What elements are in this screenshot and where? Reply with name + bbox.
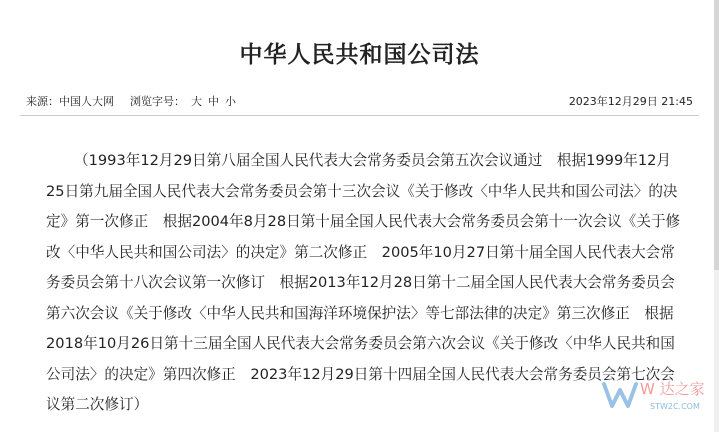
article-meta-bar xyxy=(26,93,693,109)
publish-datetime: 2023年12月29日 21:45 xyxy=(568,95,693,108)
watermark-url: STW2C.COM xyxy=(650,402,700,411)
source-label: 来源： xyxy=(26,95,59,108)
scrollbar-thumb[interactable] xyxy=(714,0,719,270)
meta-left xyxy=(26,93,236,109)
header-divider xyxy=(20,115,699,116)
font-size-label: 浏览字号： xyxy=(130,95,185,108)
page-title: 中华人民共和国公司法 xyxy=(239,41,480,68)
font-size-medium-button[interactable]: 中 xyxy=(208,95,219,108)
vertical-scrollbar[interactable] xyxy=(714,0,719,432)
article-body: （1993年12月29日第八届全国人民代表大会常务委员会第五次会议通过 根据1999年12月25日第九届全国人民代表大会常务委员会第十三次会议《关于修改〈中华人民共和国公司法〉的决定》第一次修正 根据2004年8月28日第十届全国人民代表大会常务委员会第十一次会议《关于修改〈中华人民共和国公司法〉的决定》第二次修正 2005年10月27日第十届全国人民代表大会常务委员会第十八次会议第一次修订 根据2013年12月28日第十二届全国人民代表大会常务委员会第六次会议《关于修改〈中华人民共和国海洋环境保护法〉等七部法律的决定》第三次修正 根据2018年10月26日第十三届全国人民代表大会常务委员会第六次会议《关于修改〈中华人民共和国公司法〉的决定》第四次修正 2023年12月29日第十四届全国人民代表大会常务委员会第七次会议第二次修订） xyxy=(46,152,681,413)
font-size-large-button[interactable]: 大 xyxy=(191,95,202,108)
watermark-name: W 达之家 xyxy=(640,380,705,398)
font-size-small-button[interactable]: 小 xyxy=(225,95,236,108)
source-value: 中国人大网 xyxy=(59,95,114,108)
